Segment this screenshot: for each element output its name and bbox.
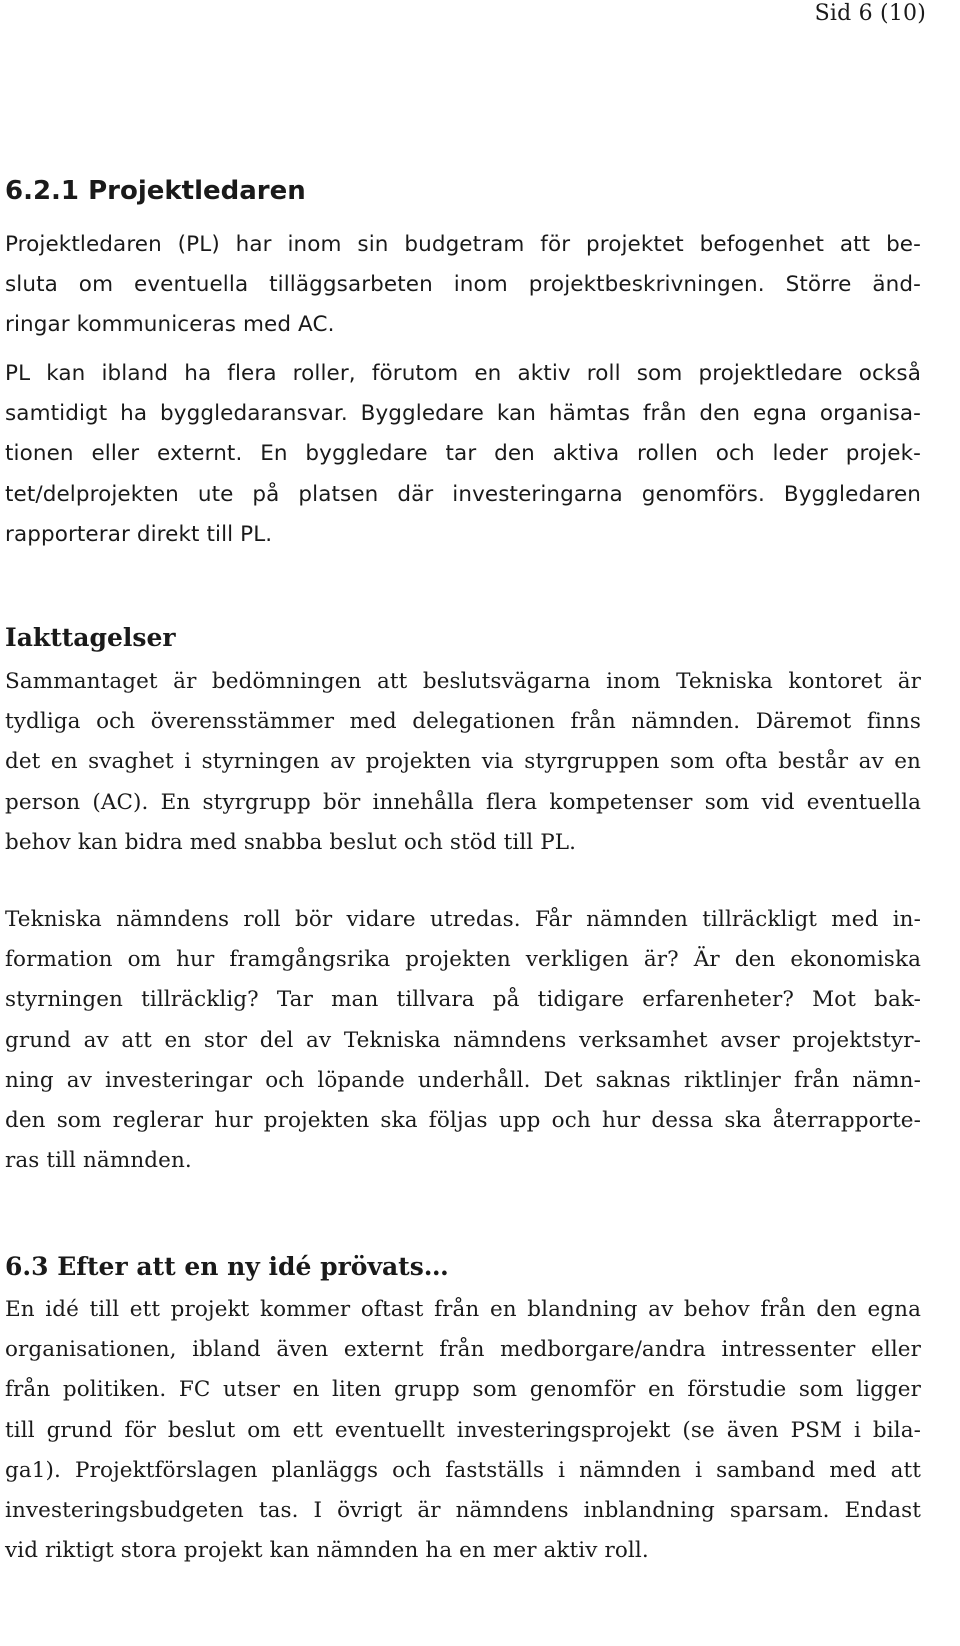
- text-line: Projektledaren (PL) har inom sin budgetram för projektet befogenhet att be-: [5, 232, 921, 257]
- text-line: Tekniska nämndens roll bör vidare utredas. Får nämnden tillräckligt med in-: [5, 907, 921, 932]
- paragraph-projektledaren-1: [5, 225, 921, 346]
- text-line: grund av att en stor del av Tekniska nämndens verksamhet avser projektstyr-: [5, 1027, 921, 1053]
- text-line: ga1). Projektförslagen planläggs och fastställs i nämnden i samband med att: [5, 1457, 921, 1483]
- paragraph-iakttagelser-1: [5, 662, 921, 863]
- text-line: person (AC). En styrgrupp bör innehålla flera kompetenser som vid eventuella: [5, 789, 921, 815]
- text-line: ringar kommuniceras med AC.: [5, 312, 335, 338]
- text-line: Sammantaget är bedömningen att beslutsvägarna inom Tekniska kontoret är: [5, 669, 921, 694]
- section-heading-efter-ny-ide: 6.3 Efter att en ny idé prövats…: [5, 1252, 449, 1281]
- text-line: styrningen tillräcklig? Tar man tillvara på tidigare erfarenheter? Mot bak-: [5, 987, 921, 1013]
- text-line: PL kan ibland ha flera roller, förutom en aktiv roll som projektledare också: [5, 361, 921, 386]
- paragraph-iakttagelser-2: [5, 900, 921, 1181]
- text-line: investeringsbudgeten tas. I övrigt är nämndens inblandning sparsam. Endast: [5, 1498, 921, 1524]
- text-line: tionen eller externt. En byggledare tar den aktiva rollen och leder projek-: [5, 441, 921, 467]
- text-line: behov kan bidra med snabba beslut och stöd till PL.: [5, 829, 577, 855]
- text-line: vid riktigt stora projekt kan nämnden ha en mer aktiv roll.: [5, 1538, 649, 1564]
- text-line: tet/delprojekten ute på platsen där investeringarna genomförs. Byggledaren: [5, 481, 921, 507]
- text-line: den som reglerar hur projekten ska följas upp och hur dessa ska återrapporte-: [5, 1108, 921, 1134]
- section-heading-projektledaren: 6.2.1 Projektledaren: [5, 176, 306, 206]
- text-line: ning av investeringar och löpande underhåll. Det saknas riktlinjer från nämn-: [5, 1067, 921, 1093]
- text-line: formation om hur framgångsrika projekten verkligen är? Är den ekonomiska: [5, 947, 921, 973]
- section-heading-iakttagelser: Iakttagelser: [5, 623, 176, 652]
- text-line: ras till nämnden.: [5, 1148, 192, 1174]
- text-line: från politiken. FC utser en liten grupp som genomför en förstudie som ligger: [5, 1377, 921, 1403]
- text-line: det en svaghet i styrningen av projekten via styrgruppen som ofta består av en: [5, 749, 921, 775]
- text-line: tydliga och överensstämmer med delegationen från nämnden. Däremot finns: [5, 709, 921, 735]
- text-line: sluta om eventuella tilläggsarbeten inom projektbeskrivningen. Större änd-: [5, 272, 921, 298]
- text-line: rapporterar direkt till PL.: [5, 521, 273, 547]
- paragraph-projektledaren-2: [5, 354, 921, 555]
- paragraph-efter-ny-ide: [5, 1290, 921, 1571]
- text-line: En idé till ett projekt kommer oftast från en blandning av behov från den egna: [5, 1297, 921, 1322]
- text-line: till grund för beslut om ett eventuellt investeringsprojekt (se även PSM i bila-: [5, 1417, 921, 1443]
- text-line: samtidigt ha byggledaransvar. Byggledare kan hämtas från den egna organisa-: [5, 401, 921, 427]
- text-line: organisationen, ibland även externt från medborgare/andra intressenter eller: [5, 1337, 921, 1363]
- page-number: Sid 6 (10): [814, 1, 926, 26]
